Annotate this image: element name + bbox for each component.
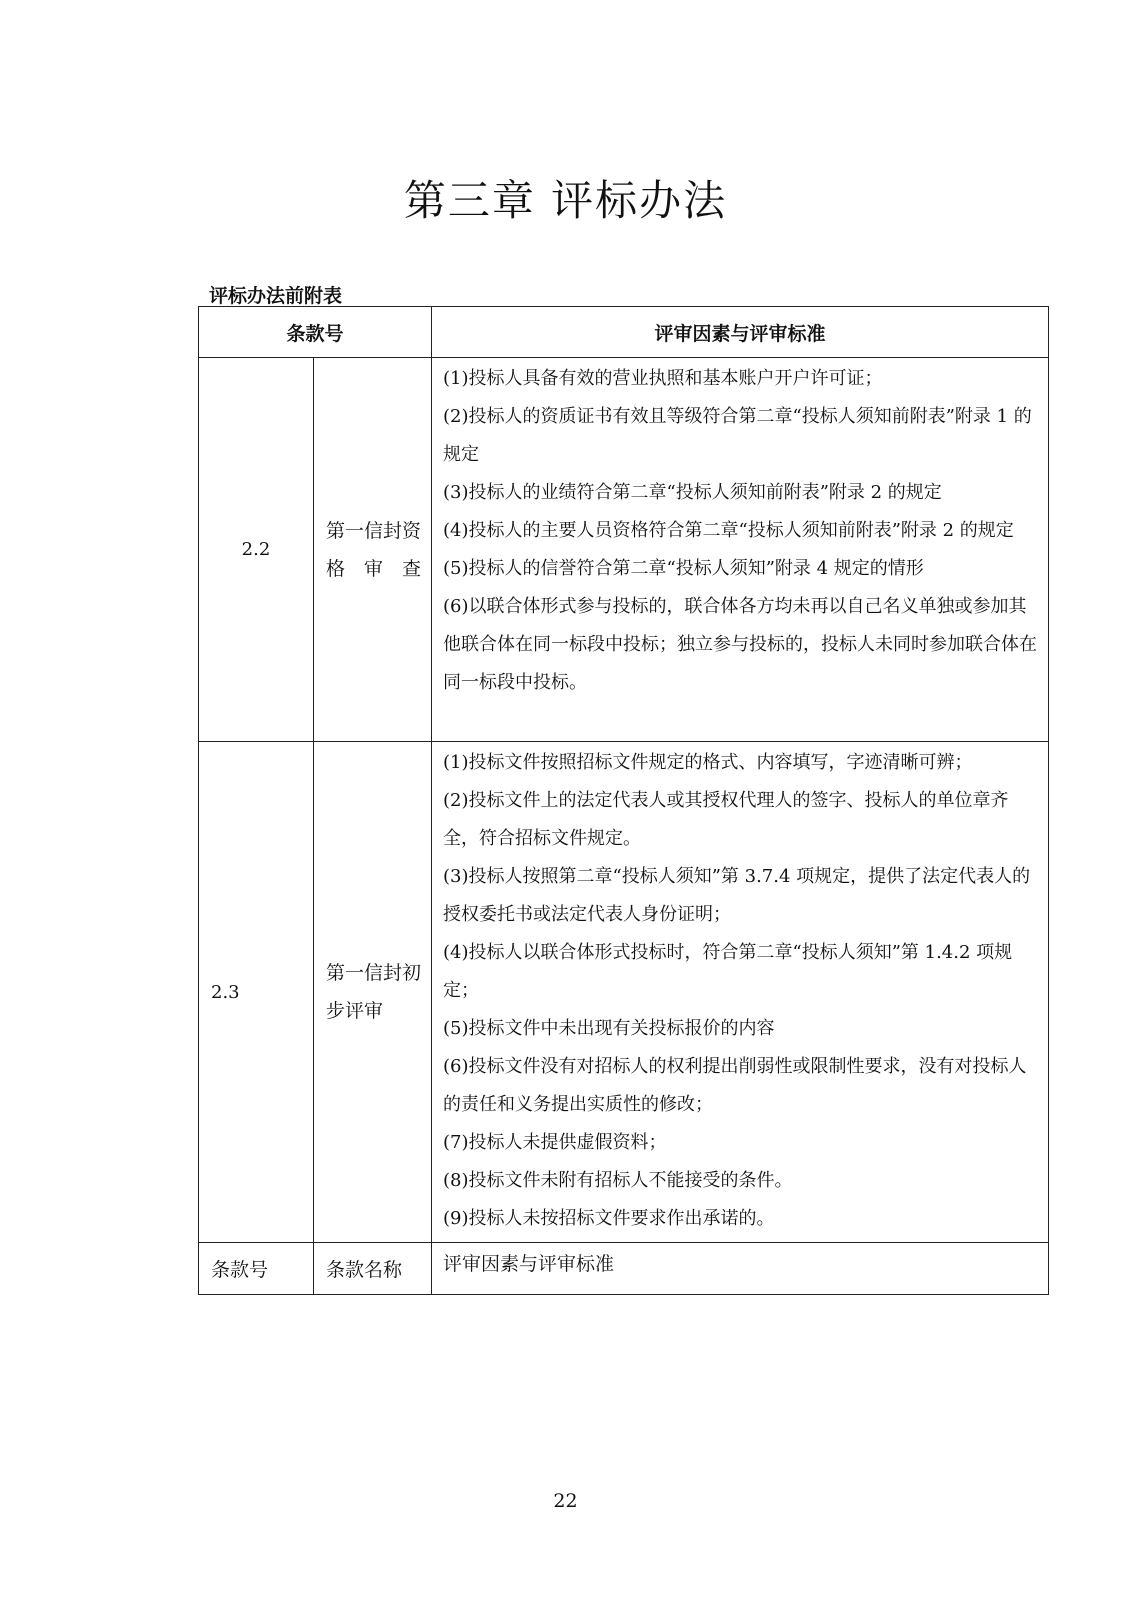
criteria-list — [432, 742, 1049, 1243]
criteria-item: (1)投标文件按照招标文件规定的格式、内容填写，字迹清晰可辨； — [443, 752, 973, 773]
footer-clause-name: 条款名称 — [314, 1243, 432, 1295]
footer-clause-no: 条款号 — [199, 1243, 314, 1295]
criteria-item: (1)投标人具备有效的营业执照和基本账户开户许可证； — [443, 368, 883, 389]
chapter-title: 第三章 评标办法 — [403, 176, 728, 225]
table-footer-row — [199, 1243, 1049, 1295]
criteria-item: (6)投标文件没有对招标人的权利提出削弱性或限制性要求，没有对投标人的责任和义务提出实质性的修改； — [443, 1056, 1027, 1115]
evaluation-table — [198, 306, 1049, 1295]
criteria-item: (3)投标人的业绩符合第二章“投标人须知前附表”附录 2 的规定 — [443, 482, 942, 503]
criteria-item: (2)投标文件上的法定代表人或其授权代理人的签字、投标人的单位章齐全，符合招标文件规定。 — [443, 790, 1009, 849]
clause-name: 第一信封初步评审 — [314, 742, 432, 1243]
table-caption: 评标办法前附表 — [209, 285, 343, 307]
criteria-item: (7)投标人未提供虚假资料； — [443, 1132, 667, 1153]
criteria-item: (3)投标人按照第二章“投标人须知”第 3.7.4 项规定，提供了法定代表人的授权委托书或法定代表人身份证明； — [443, 866, 1031, 925]
criteria-item: (4)投标人的主要人员资格符合第二章“投标人须知前附表”附录 2 的规定 — [443, 520, 1014, 541]
criteria-list — [432, 358, 1049, 742]
criteria-item: (4)投标人以联合体形式投标时，符合第二章“投标人须知”第 1.4.2 项规定； — [443, 942, 1013, 1001]
table-header-row — [199, 307, 1049, 358]
criteria-item: (5)投标文件中未出现有关投标报价的内容 — [443, 1018, 775, 1039]
clause-name: 第一信封资格审查 — [314, 358, 432, 742]
header-clause-no: 条款号 — [199, 307, 432, 358]
table-row — [199, 358, 1049, 742]
criteria-item: (9)投标人未按招标文件要求作出承诺的。 — [443, 1208, 775, 1229]
criteria-item: (8)投标文件未附有招标人不能接受的条件。 — [443, 1170, 793, 1191]
criteria-item: (5)投标人的信誉符合第二章“投标人须知”附录 4 规定的情形 — [443, 558, 924, 579]
criteria-item: (6)以联合体形式参与投标的，联合体各方均未再以自己名义单独或参加其他联合体在同一标段中投标；独立参与投标的，投标人未同时参加联合体在同一标段中投标。 — [443, 596, 1038, 693]
header-criteria: 评审因素与评审标准 — [432, 307, 1049, 358]
clause-number: 2.2 — [199, 358, 314, 742]
criteria-item: (2)投标人的资质证书有效且等级符合第二章“投标人须知前附表”附录 1 的规定 — [443, 406, 1032, 465]
page-number: 22 — [553, 1490, 578, 1512]
table-row — [199, 742, 1049, 1243]
footer-criteria: 评审因素与评审标准 — [432, 1243, 1049, 1295]
clause-number: 2.3 — [199, 742, 314, 1243]
